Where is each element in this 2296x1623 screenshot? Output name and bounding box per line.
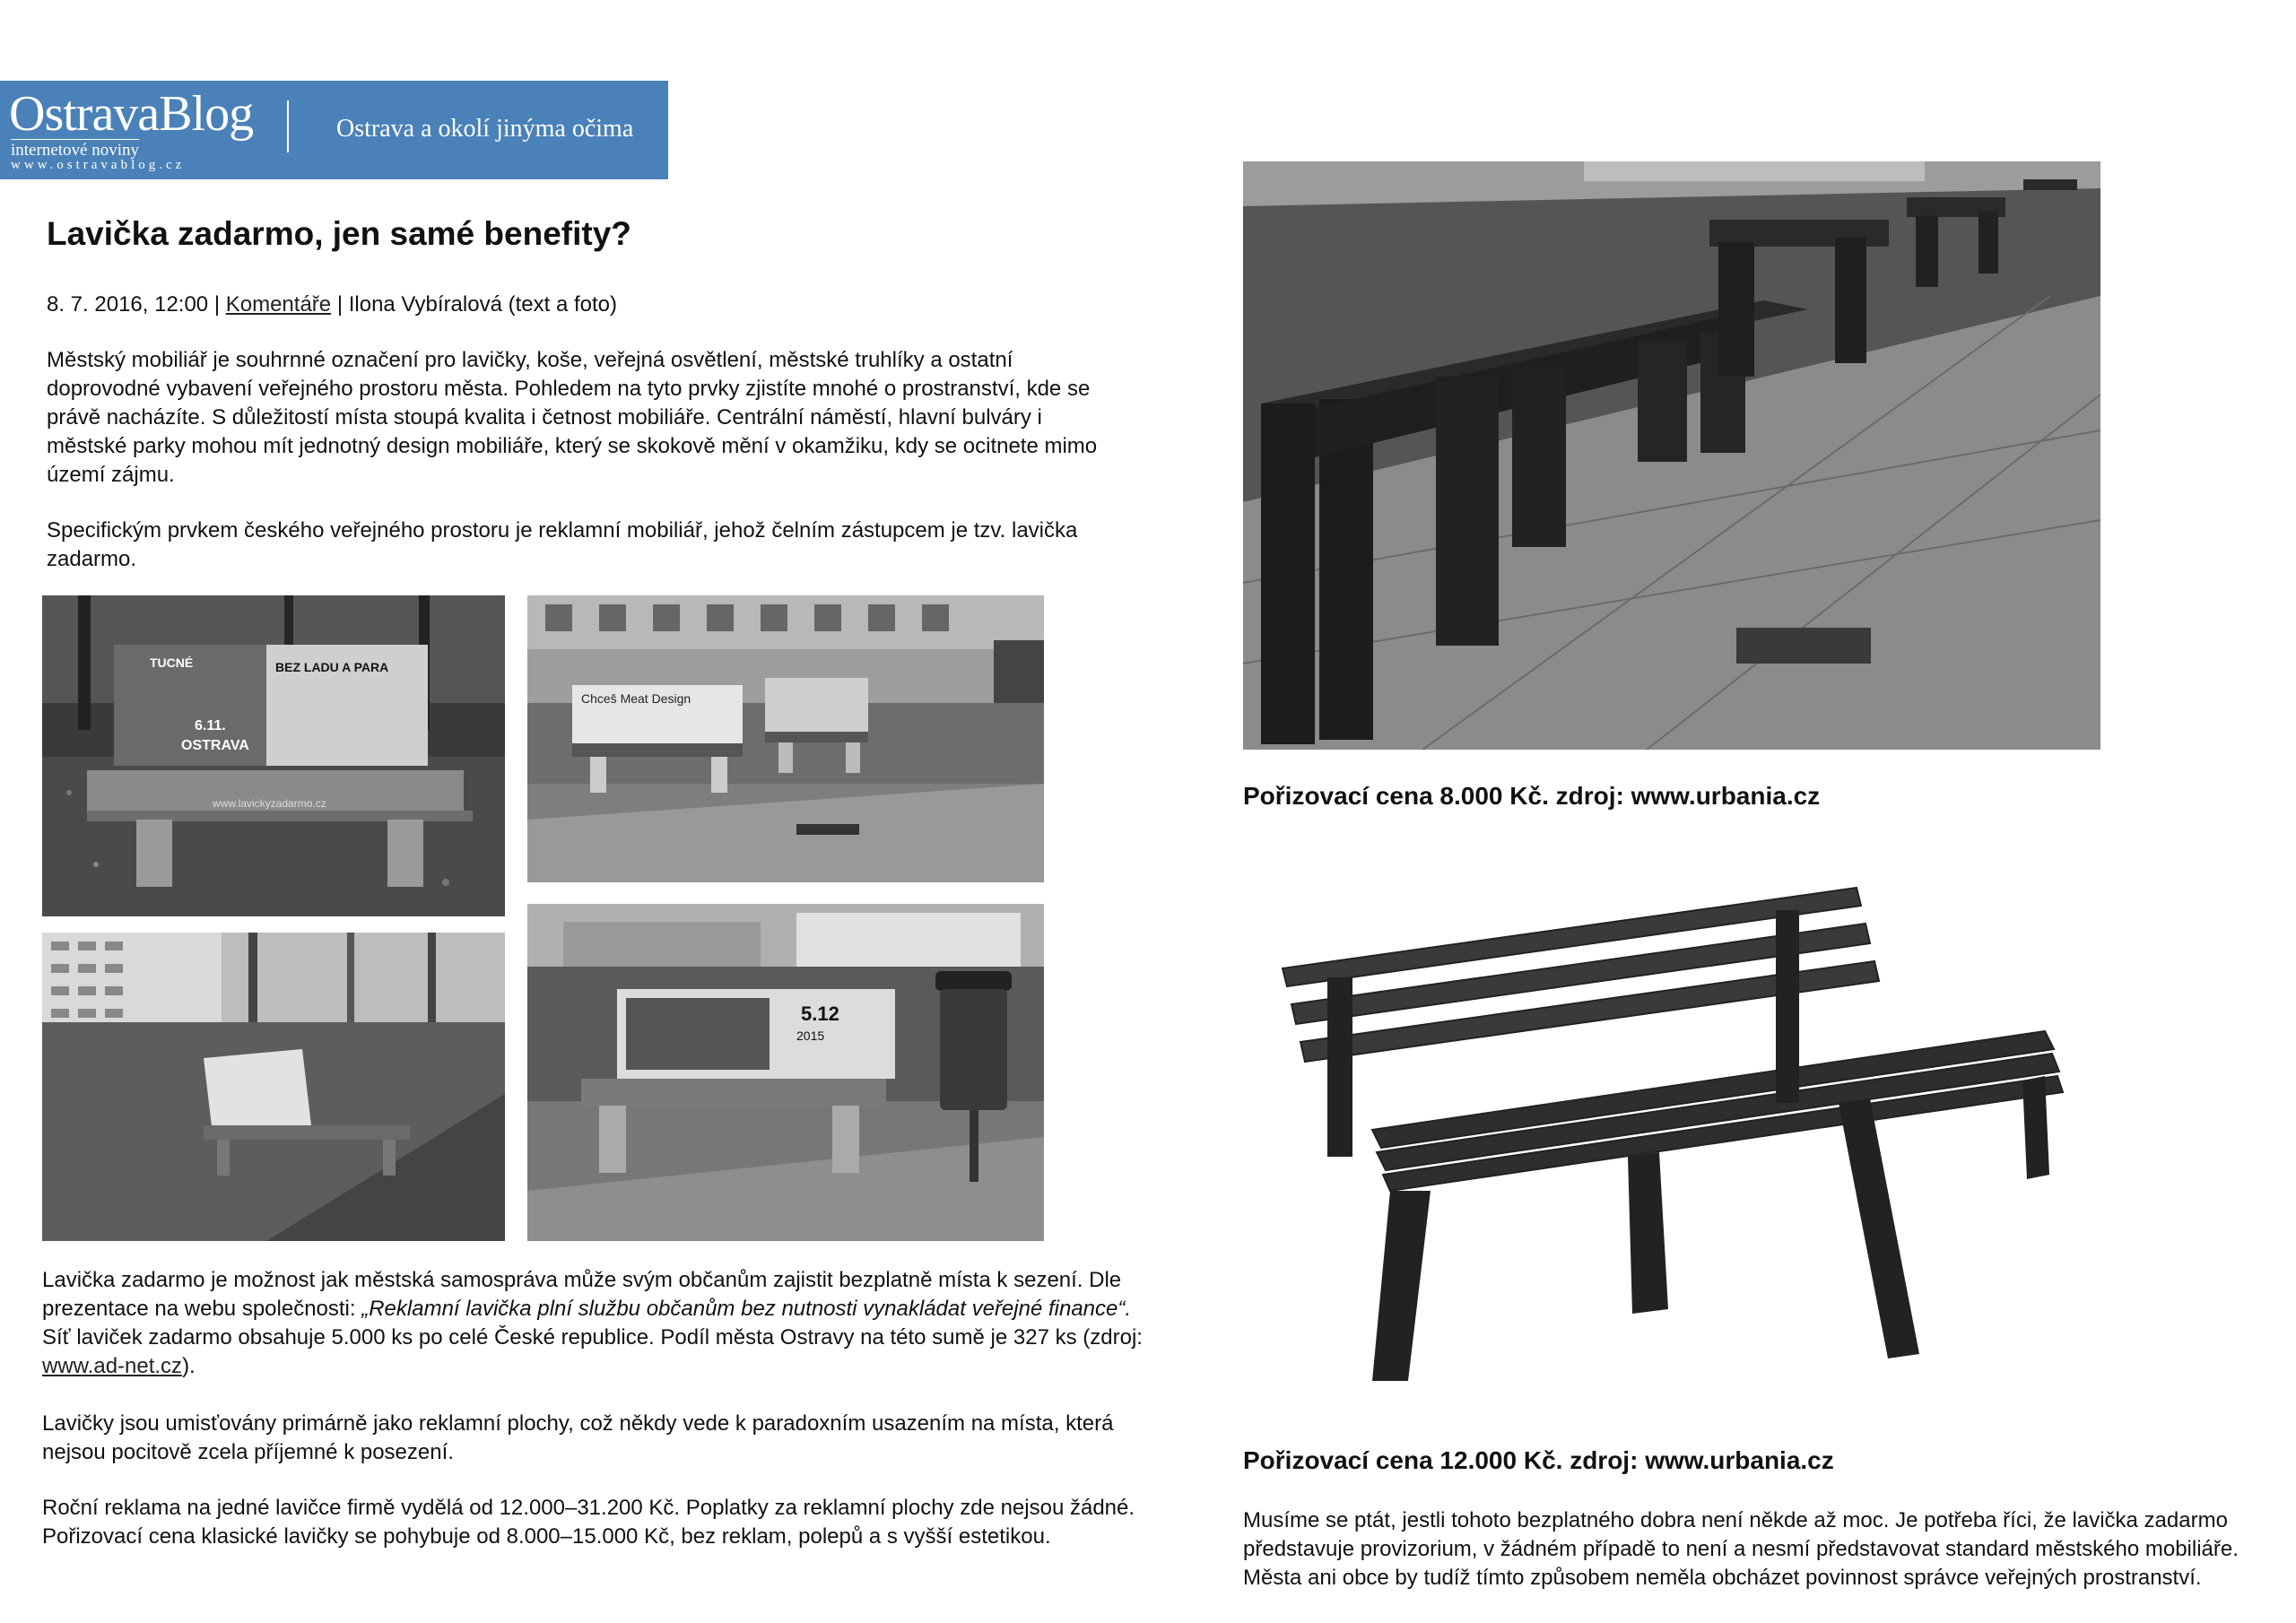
article-title: Lavička zadarmo, jen samé benefity? xyxy=(47,215,631,252)
photo-bench-posters-leaves xyxy=(42,595,505,916)
svg-text:TUCNÉ: TUCNÉ xyxy=(150,655,194,670)
poster-text: BEZ LADU A PARA xyxy=(275,660,389,674)
paragraph-advertising: Specifickým prvkem českého veřejného prostoru je reklamní mobiliář, jehož čelním zástupcem je tzv. lavička zadarmo. xyxy=(47,518,1078,571)
paragraph-text: Síť laviček zadarmo obsahuje 5.000 ks po celé České republice. Podíl města Ostravy na této sumě je 327 ks (zdroj: xyxy=(42,1325,1143,1350)
photo-two-benches-courtyard xyxy=(527,595,1044,882)
article-meta xyxy=(47,292,617,317)
meta-separator: | xyxy=(336,292,344,317)
comments-link[interactable]: Komentáře xyxy=(225,292,332,317)
site-tagline: Ostrava a okolí jinýma očima xyxy=(336,115,634,143)
bench-url-text: www.lavickyzadarmo.cz xyxy=(213,797,326,810)
paragraph-conclusion: Musíme se ptát, jestli tohoto bezplatného dobra není někde až moc. Je potřeba říci, že lavička zadarmo představuje provizorium, v žádném případě to není a nesmí představovat standard městského mobiliáře. Města ani obce by tudíž tímto způsobem neměla obcházet povinnost správce veřejných prostranství. xyxy=(1243,1508,2239,1590)
poster-city: OSTRAVA xyxy=(181,738,249,753)
paragraph-text: ). xyxy=(182,1354,196,1378)
paragraph-text: Lavička zadarmo je možnost jak městská samospráva může svým občanům zajistit bezplatně místa k sezení. Dle prezentace na webu společnosti: xyxy=(42,1268,1122,1321)
caption-wooden-bench: Pořizovací cena 12.000 Kč. zdroj: www.urbania.cz xyxy=(1243,1446,1834,1474)
banner-divider xyxy=(287,100,289,152)
photo-wooden-bench xyxy=(1274,879,2081,1399)
logo-subtitle: internetové noviny xyxy=(11,141,139,160)
logo-url: www.ostravablog.cz xyxy=(11,158,186,172)
photo-modern-benches-row xyxy=(1243,161,2100,750)
source-link[interactable]: www.ad-net.cz xyxy=(42,1354,183,1378)
photo-bench-path-apartments xyxy=(42,933,505,1241)
paragraph-pricing: Roční reklama na jedné lavičce firmě vydělá od 12.000–31.200 Kč. Poplatky za reklamní plochy zde nejsou žádné. Pořizovací cena klasické lavičky se pohybuje od 8.000–15.000 Kč, bez reklam, polepů a s vyšší estetikou. xyxy=(42,1496,1135,1549)
photo-bench-trash-bin xyxy=(527,904,1044,1241)
poster-year: 2015 xyxy=(796,1028,825,1043)
poster-date: 5.12 xyxy=(801,1002,839,1025)
article-date: 8. 7. 2016, 12:00 xyxy=(47,292,209,317)
paragraph-intro: Městský mobiliář je souhrnné označení pro lavičky, koše, veřejná osvětlení, městské truhlíky a ostatní doprovodné vybavení veřejného prostoru města. Pohledem na tyto prvky zjistíte mnohé o prostranství, kde se právě nacházíte. S důležitostí místa stoupá kvalita i četnost mobiliáře. Centrální náměstí, hlavní bulváry i městské parky mohou mít jednotný design mobiliáře, který se skokově mění v okamžiku, kdy se ocitnete mimo území zájmu. xyxy=(47,348,1098,487)
sign-text: Chceš Meat Design xyxy=(581,691,691,706)
paragraph-free-bench xyxy=(42,1266,1145,1381)
quote-text: „Reklamní lavička plní službu občanům bez nutnosti vynakládat veřejné finance“. xyxy=(361,1297,1132,1321)
paragraph-placement: Lavičky jsou umisťovány primárně jako reklamní plochy, což někdy vede k paradoxním usazením na místa, která nejsou pocitově zcela příjemné k posezení. xyxy=(42,1411,1114,1464)
caption-modern-bench: Pořizovací cena 8.000 Kč. zdroj: www.urbania.cz xyxy=(1243,782,1821,810)
meta-separator: | xyxy=(213,292,221,317)
site-logo[interactable]: OstravaBlog xyxy=(9,86,254,142)
site-header-banner[interactable] xyxy=(0,81,668,179)
article-author: Ilona Vybíralová (text a foto) xyxy=(348,292,617,317)
poster-date: 6.11. xyxy=(195,718,226,733)
